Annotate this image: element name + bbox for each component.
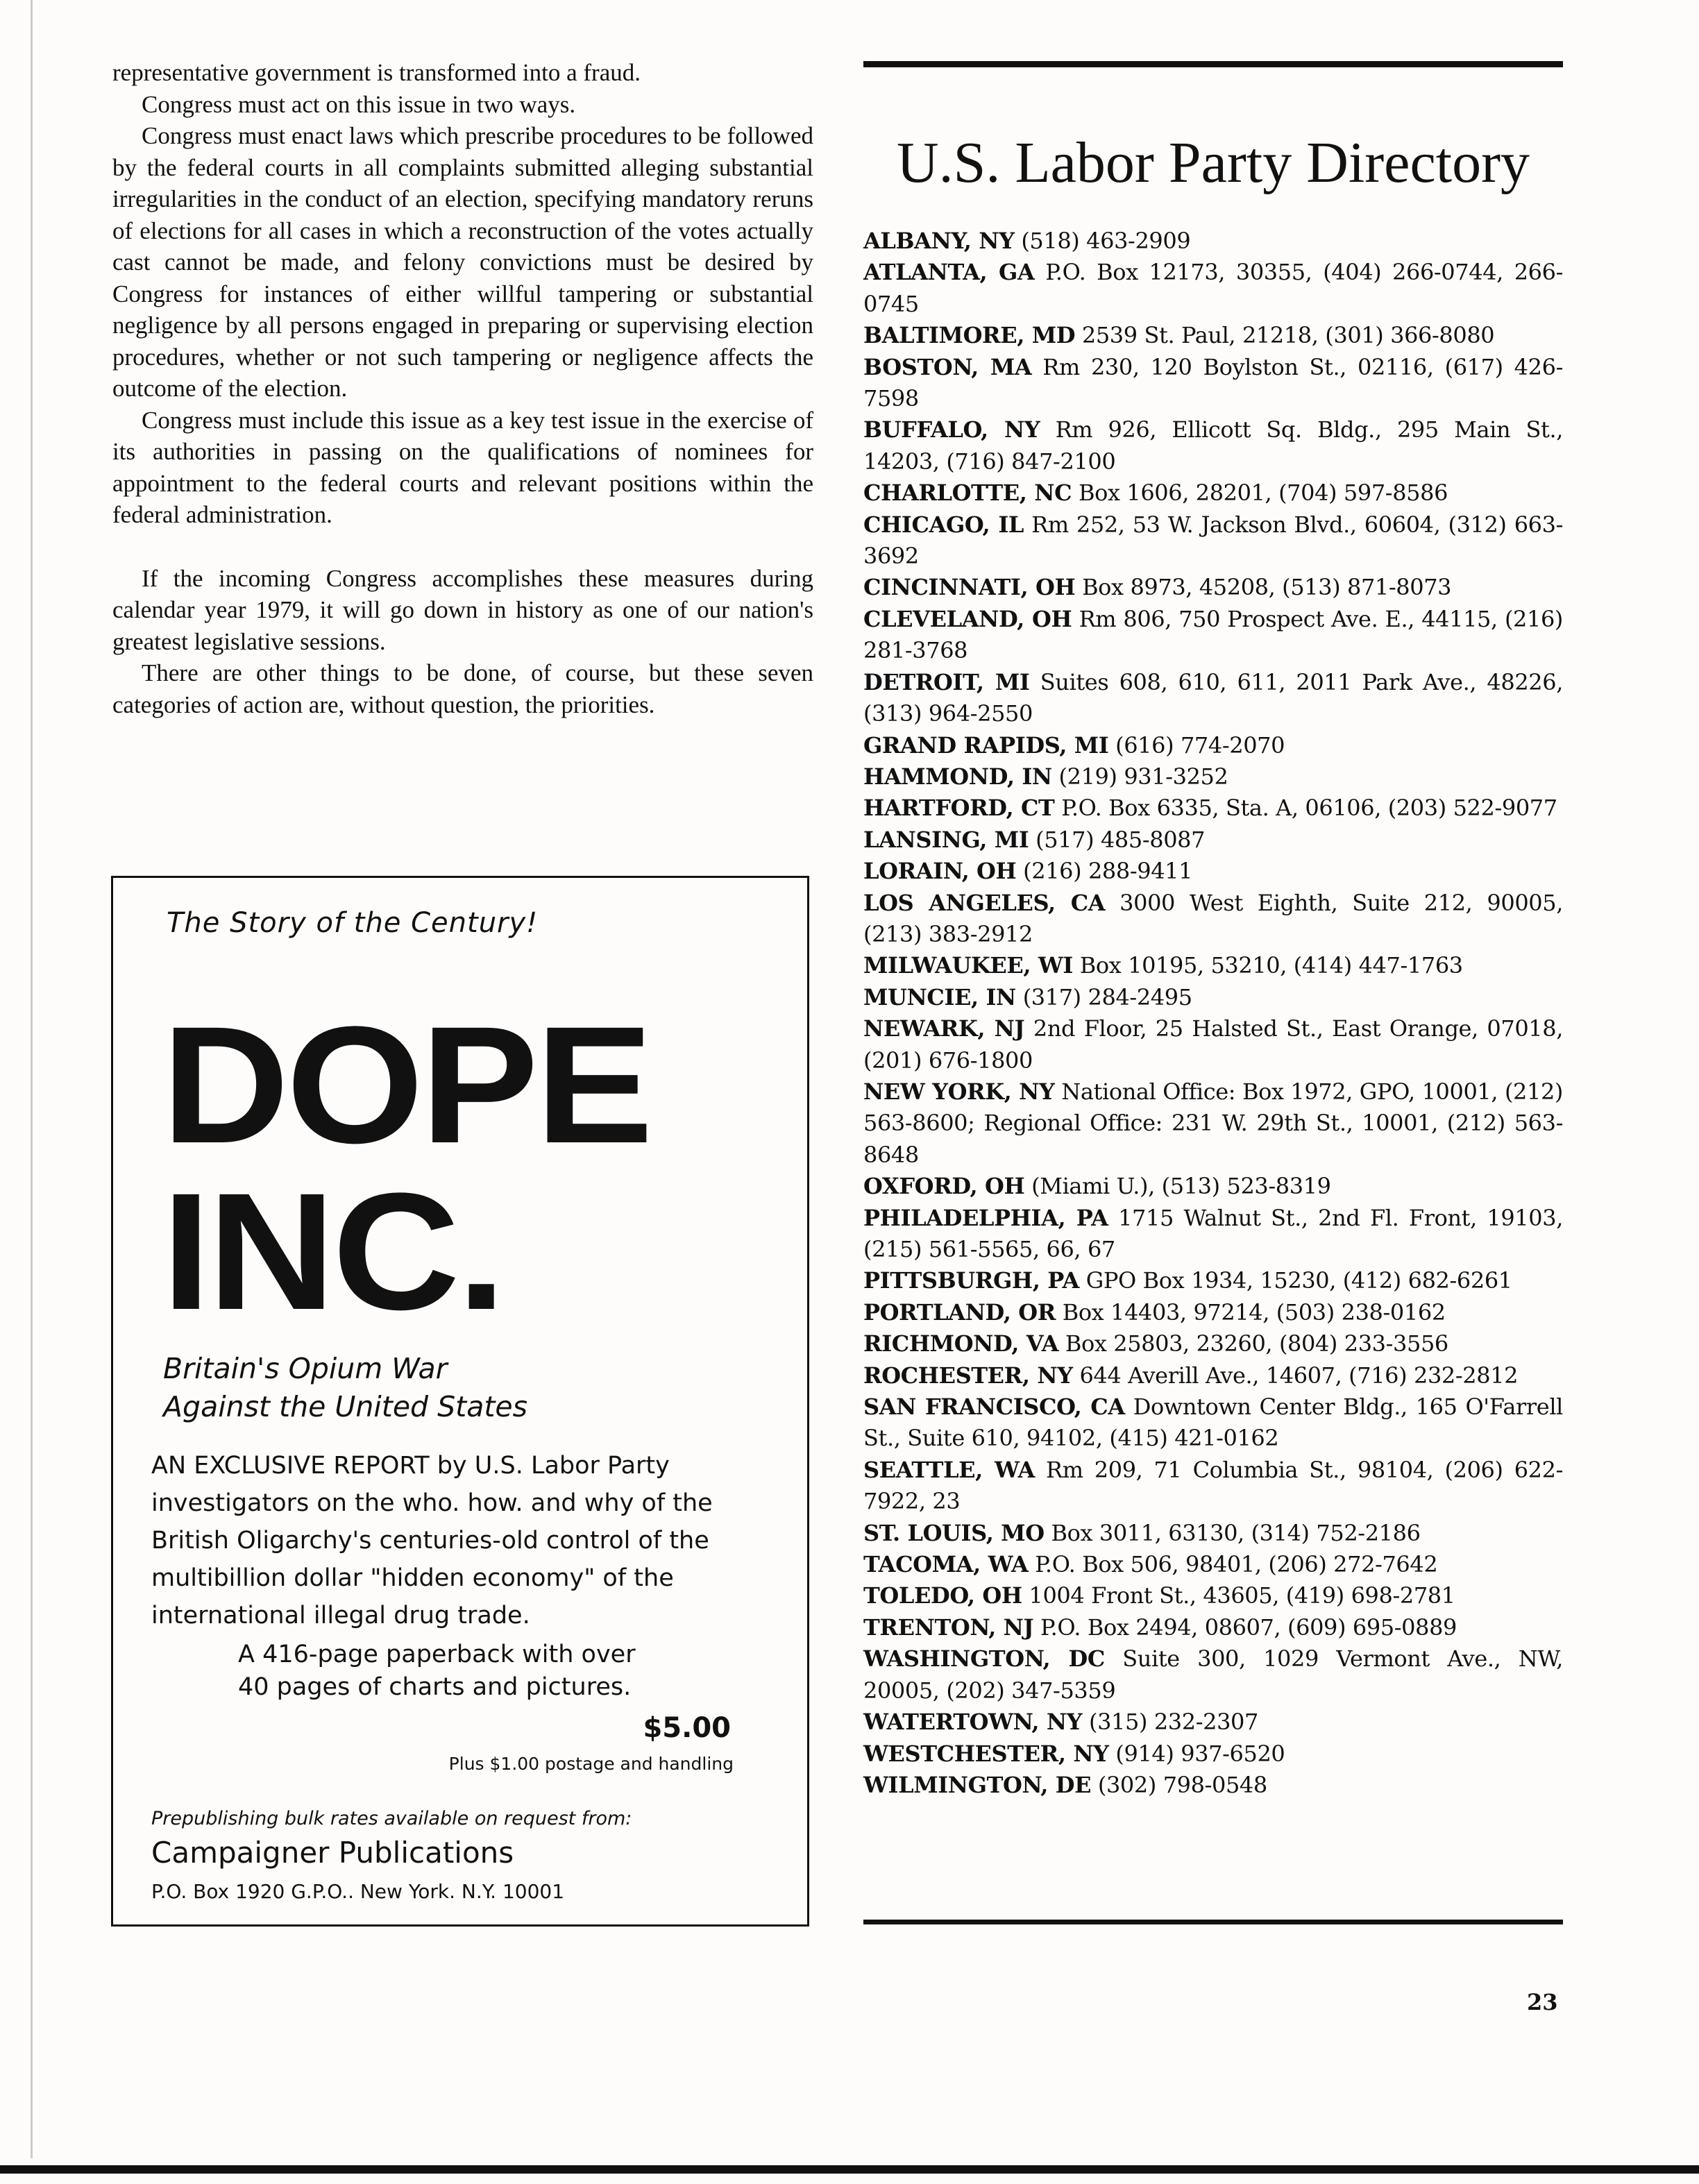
directory-details: P.O. Box 2494, 08607, (609) 695-0889: [1040, 1614, 1457, 1641]
directory-city: MILWAUKEE, WI: [863, 952, 1073, 979]
directory-entry: [863, 604, 1563, 667]
directory-bottom-rule: [863, 1920, 1563, 1924]
article-paragraph: Congress must include this issue as a key test issue in the exercise of its authorities in passing on the qualifications of nominees for appointment to the federal courts and relevant positions within the federal administration.: [112, 406, 813, 528]
directory-entry: [863, 1549, 1563, 1580]
directory-details: Box 14403, 97214, (503) 238-0162: [1062, 1298, 1446, 1326]
directory-details: 3000 West Eighth, Suite 212, 90005, (213) 383-2912: [863, 889, 1563, 947]
directory-city: MUNCIE, IN: [863, 983, 1016, 1010]
ad-bulk-note: Prepublishing bulk rates available on request from:: [151, 1808, 632, 1829]
article-paragraph: Congress must enact laws which prescribe procedures to be followed by the federal courts in all complaints submitted alleging substantial irregularities in the conduct of an election, specifying mandatory reruns of elections for all cases in which a reconstruction of the votes actually cast cannot be made, and felony convictions must be desired by Congress for instances of either willful tampering or substantial negligence by all persons engaged in preparing or supervising election procedures, whether or not such tampering or negligence affects the outcome of the election.: [112, 122, 813, 402]
directory-details: Rm 806, 750 Prospect Ave. E., 44115, (216) 281-3768: [863, 605, 1564, 664]
directory-entry: [863, 1203, 1563, 1266]
directory-details: Box 10195, 53210, (414) 447-1763: [1079, 952, 1463, 979]
directory-city: TACOMA, WA: [863, 1551, 1029, 1578]
directory-title: U.S. Labor Party Directory: [896, 130, 1530, 195]
directory-details: (616) 774-2070: [1115, 731, 1285, 759]
directory-entry: [863, 761, 1563, 793]
directory-entry: [863, 226, 1563, 257]
directory-entry: [863, 509, 1563, 573]
directory-details: 2539 St. Paul, 21218, (301) 366-8080: [1081, 322, 1495, 349]
ad-address: P.O. Box 1920 G.P.O.. New York. N.Y. 10001: [151, 1880, 565, 1903]
ad-body: AN EXCLUSIVE REPORT by U.S. Labor Party investigators on the who. how. and why of the British Oligarchy's centuries-old control of the multibillion dollar "hidden economy" of the international illegal drug trade.: [151, 1452, 713, 1629]
directory-city: WATERTOWN, NY: [863, 1709, 1083, 1736]
directory-details: 644 Averill Ave., 14607, (716) 232-2812: [1079, 1362, 1519, 1389]
directory-entry: [863, 1360, 1563, 1391]
article-paragraph: If the incoming Congress accomplishes these measures during calendar year 1979, it will go down in history as one of our nation's greatest legislative sessions.: [112, 564, 813, 655]
ad-postage: Plus $1.00 postage and handling: [448, 1754, 734, 1774]
ad-subtitle-line1: Britain's Opium War: [163, 1352, 448, 1385]
directory-details: Suite 300, 1029 Vermont Ave., NW, 20005, (202) 347-5359: [863, 1645, 1563, 1704]
directory-list: [863, 226, 1563, 1801]
directory-city: NEW YORK, NY: [863, 1078, 1055, 1105]
directory-entry: [863, 352, 1563, 415]
directory-entry: [863, 320, 1563, 351]
directory-entry: [863, 888, 1563, 951]
directory-city: LOS ANGELES, CA: [863, 889, 1106, 916]
directory-entry: [863, 1171, 1563, 1202]
directory-city: RICHMOND, VA: [863, 1330, 1059, 1357]
directory-city: WASHINGTON, DC: [863, 1645, 1105, 1673]
ad-subtitle: [163, 1350, 527, 1426]
directory-top-rule: [863, 61, 1563, 67]
ad-publisher: Campaigner Publications: [151, 1836, 514, 1870]
directory-details: 1715 Walnut St., 2nd Fl. Front, 19103, (215) 561-5565, 66, 67: [863, 1204, 1563, 1262]
directory-details: Rm 252, 53 W. Jackson Blvd., 60604, (312) 663-3692: [863, 511, 1563, 570]
directory-entry: [863, 667, 1563, 730]
directory-details: Rm 926, Ellicott Sq. Bldg., 295 Main St., 14203, (716) 847-2100: [863, 416, 1563, 475]
directory-entry: [863, 1076, 1563, 1171]
directory-city: TRENTON, NJ: [863, 1614, 1034, 1641]
directory-city: LANSING, MI: [863, 826, 1029, 853]
directory-entry: [863, 414, 1563, 477]
directory-entry: [863, 1391, 1563, 1455]
directory-city: LORAIN, OH: [863, 858, 1017, 885]
directory-entry: [863, 1518, 1563, 1549]
article-paragraph: Congress must act on this issue in two ways.: [142, 90, 576, 118]
directory-entry: [863, 793, 1563, 824]
directory-details: National Office: Box 1972, GPO, 10001, (212) 563-8600; Regional Office: 231 W. 29th St., 10001, (212) 563-8648: [863, 1078, 1563, 1168]
directory-city: GRAND RAPIDS, MI: [863, 731, 1109, 759]
directory-city: ST. LOUIS, MO: [863, 1519, 1045, 1546]
directory-details: Downtown Center Bldg., 165 O'Farrell St., Suite 610, 94102, (415) 421-0162: [863, 1394, 1564, 1452]
directory-city: BOSTON, MA: [863, 353, 1032, 380]
directory-city: CINCINNATI, OH: [863, 574, 1076, 601]
ad-subtitle-line2: Against the United States: [163, 1390, 527, 1423]
directory-details: Box 1606, 28201, (704) 597-8586: [1078, 480, 1448, 507]
binding-margin-line: [31, 0, 33, 2158]
directory-details: Box 3011, 63130, (314) 752-2186: [1051, 1519, 1421, 1546]
ad-pages: [238, 1639, 636, 1704]
directory-details: 2nd Floor, 25 Halsted St., East Orange, 07018, (201) 676-1800: [863, 1015, 1563, 1074]
directory-entry: [863, 477, 1563, 509]
directory-details: P.O. Box 6335, Sta. A, 06106, (203) 522-9077: [1061, 795, 1557, 822]
directory-entry: [863, 824, 1563, 856]
directory-details: Box 25803, 23260, (804) 233-3556: [1065, 1330, 1448, 1357]
directory-entry: [863, 1265, 1563, 1296]
directory-city: CLEVELAND, OH: [863, 605, 1072, 632]
directory-entry: [863, 1297, 1563, 1328]
directory-details: (517) 485-8087: [1036, 826, 1206, 853]
book-advertisement: [111, 876, 809, 1927]
directory-city: CHARLOTTE, NC: [863, 480, 1072, 507]
directory-entry: [863, 1770, 1563, 1801]
directory-entry: [863, 1643, 1563, 1707]
directory-details: 1004 Front St., 43605, (419) 698-2781: [1029, 1582, 1455, 1609]
directory-details: (518) 463-2909: [1021, 228, 1191, 254]
ad-pages-line2: 40 pages of charts and pictures.: [238, 1673, 632, 1701]
directory-city: ATLANTA, GA: [863, 259, 1035, 286]
directory-city: ROCHESTER, NY: [863, 1362, 1073, 1389]
directory-details: Box 8973, 45208, (513) 871-8073: [1082, 574, 1452, 601]
directory-city: WILMINGTON, DE: [863, 1771, 1092, 1798]
ad-tagline: The Story of the Century!: [167, 907, 539, 939]
directory-entry: [863, 1013, 1563, 1076]
article-paragraph: There are other things to be done, of course, but these seven categories of action are, without question, the priorities.: [112, 659, 813, 718]
page-foot-rule: [0, 2165, 1699, 2174]
directory-city: PORTLAND, OR: [863, 1298, 1056, 1326]
directory-entry: [863, 856, 1563, 887]
directory-city: PITTSBURGH, PA: [863, 1267, 1079, 1294]
directory-city: OXFORD, OH: [863, 1173, 1025, 1200]
directory-details: GPO Box 1934, 15230, (412) 682-6261: [1085, 1267, 1512, 1294]
directory-entry: [863, 1612, 1563, 1643]
page-number: 23: [1527, 1989, 1558, 2015]
directory-city: BALTIMORE, MD: [863, 322, 1076, 349]
directory-entry: [863, 982, 1563, 1013]
directory-city: TOLEDO, OH: [863, 1582, 1022, 1609]
directory-entry: [863, 257, 1563, 320]
directory-city: HAMMOND, IN: [863, 763, 1052, 790]
directory-entry: [863, 572, 1563, 603]
directory-entry: [863, 1580, 1563, 1611]
directory-entry: [863, 950, 1563, 981]
directory-city: DETROIT, MI: [863, 668, 1030, 695]
directory-details: P.O. Box 12173, 30355, (404) 266-0744, 266-0745: [863, 259, 1563, 317]
directory-details: (216) 288-9411: [1023, 858, 1193, 885]
directory-city: WESTCHESTER, NY: [863, 1740, 1109, 1767]
directory-details: P.O. Box 506, 98401, (206) 272-7642: [1035, 1551, 1438, 1578]
ad-title-line1: DOPE: [162, 992, 651, 1178]
ad-price: $5.00: [643, 1712, 731, 1744]
paragraph-gap: [112, 531, 813, 563]
directory-city: PHILADELPHIA, PA: [863, 1204, 1108, 1231]
ad-title-line2: INC.: [162, 1158, 503, 1344]
directory-details: (219) 931-3252: [1058, 763, 1228, 790]
directory-details: (Miami U.), (513) 523-8319: [1031, 1173, 1331, 1200]
directory-entry: [863, 1328, 1563, 1360]
directory-city: HARTFORD, CT: [863, 795, 1055, 822]
directory-details: (315) 232-2307: [1089, 1709, 1258, 1736]
ad-pages-line1: A 416-page paperback with over: [238, 1641, 636, 1668]
directory-entry: [863, 1707, 1563, 1738]
article-paragraph: representative government is transformed into a fraud.: [112, 59, 641, 86]
directory-entry: [863, 1738, 1563, 1770]
directory-details: (317) 284-2495: [1022, 983, 1192, 1010]
directory-city: ALBANY, NY: [863, 228, 1015, 254]
directory-details: Rm 209, 71 Columbia St., 98104, (206) 622-7922, 23: [863, 1456, 1564, 1515]
directory-details: Rm 230, 120 Boylston St., 02116, (617) 426-7598: [863, 353, 1563, 412]
directory-details: Suites 608, 610, 611, 2011 Park Ave., 48226, (313) 964-2550: [863, 668, 1564, 727]
directory-city: CHICAGO, IL: [863, 511, 1024, 538]
article-column: [112, 57, 813, 720]
directory-city: SAN FRANCISCO, CA: [863, 1394, 1125, 1421]
directory-entry: [863, 730, 1563, 761]
directory-city: BUFFALO, NY: [863, 416, 1040, 443]
directory-city: NEWARK, NJ: [863, 1015, 1025, 1042]
directory-entry: [863, 1455, 1563, 1518]
directory-details: (302) 798-0548: [1097, 1771, 1267, 1798]
directory-city: SEATTLE, WA: [863, 1456, 1035, 1483]
directory-details: (914) 937-6520: [1115, 1740, 1285, 1767]
